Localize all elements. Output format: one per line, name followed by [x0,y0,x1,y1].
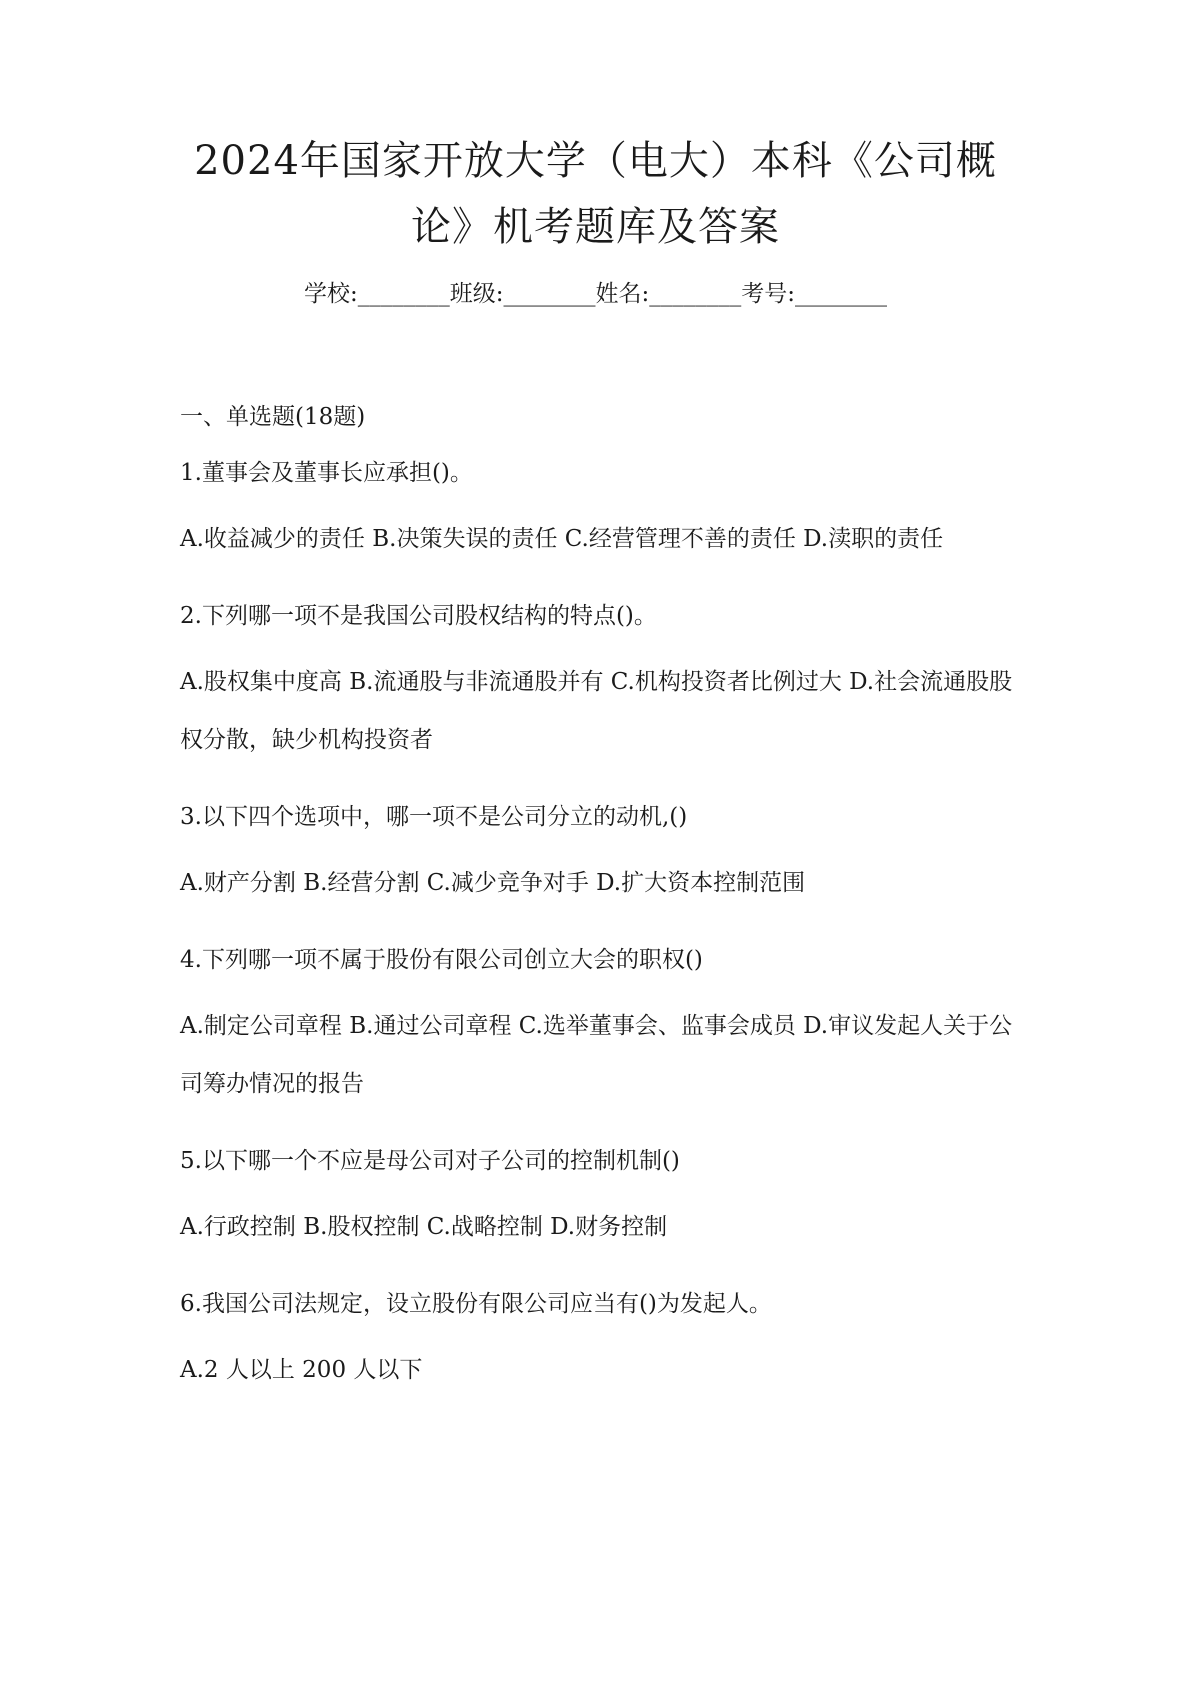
question-text: 6.我国公司法规定，设立股份有限公司应当有()为发起人。 [180,1291,772,1317]
document-title: 2024年国家开放大学（电大）本科《公司概论》机考题库及答案 [194,138,997,250]
question-options: A.收益减少的责任 B.决策失误的责任 C.经营管理不善的责任 D.渎职的责任 [180,526,944,552]
student-info-line: 学校:________班级:________姓名:________考号:________ [304,281,887,307]
question-options: A.2 人以上 200 人以下 [180,1357,423,1383]
question-options: A.股权集中度高 B.流通股与非流通股并有 C.机构投资者比例过大 D.社会流通股股权分散，缺少机构投资者 [180,669,1013,753]
question-options: A.制定公司章程 B.通过公司章程 C.选举董事会、监事会成员 D.审议发起人关于公司筹办情况的报告 [180,1013,1013,1097]
section-heading: 一、单选题(18题) [180,404,366,430]
question-2 [180,601,1020,769]
question-4 [180,945,1020,1113]
question-text: 2.下列哪一项不是我国公司股权结构的特点()。 [180,603,657,629]
question-options: A.行政控制 B.股权控制 C.战略控制 D.财务控制 [180,1214,668,1240]
question-text: 1.董事会及董事长应承担()。 [180,460,473,486]
question-options: A.财产分割 B.经营分割 C.减少竞争对手 D.扩大资本控制范围 [180,870,806,896]
question-text: 3.以下四个选项中，哪一项不是公司分立的动机,() [180,804,688,830]
question-6 [180,1289,1020,1399]
question-3 [180,802,1020,912]
question-text: 5.以下哪一个不应是母公司对子公司的控制机制() [180,1148,680,1174]
question-1 [180,458,1020,568]
question-text: 4.下列哪一项不属于股份有限公司创立大会的职权() [180,947,703,973]
question-5 [180,1146,1020,1256]
document-content [180,402,1020,1399]
